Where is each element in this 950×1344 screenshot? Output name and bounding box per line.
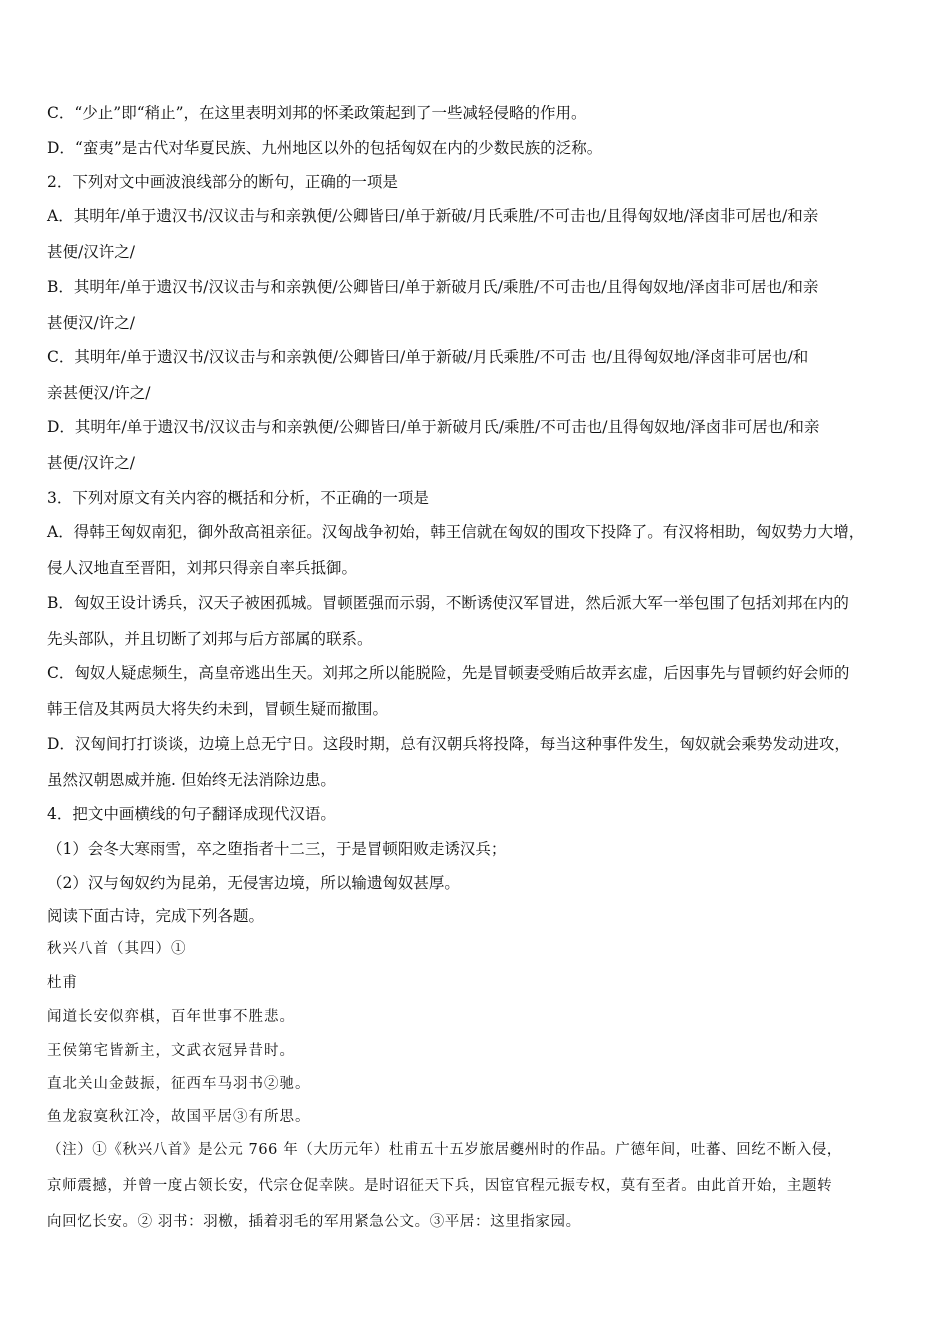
poem-note-line3: 向回忆长安。② 羽书：羽檄，插着羽毛的军用紧急公文。③平居：这里指家园。 xyxy=(47,1214,581,1230)
reading-intro: 阅读下面古诗，完成下列各题。 xyxy=(47,907,265,925)
q2-option-a-line1: A．其明年/单于遗汉书/汉议击与和亲孰便/公卿皆曰/单于新破/月氏乘胜/不可击也/且得匈奴地/泽卤非可居也/和亲 xyxy=(47,207,819,225)
q3-option-d-line2: 虽然汉朝恩威并施. 但始终无法消除边患。 xyxy=(47,771,336,789)
poem-line-3: 直北关山金鼓振，征西车马羽书②驰。 xyxy=(47,1076,311,1092)
q2-option-d-line1: D．其明年/单于遗汉书/汉议击与和亲孰便/公卿皆曰/单于新破月氏/乘胜/不可击也/且得匈奴地/泽卤非可居也/和亲 xyxy=(47,418,820,436)
q4-stem: 4．把文中画横线的句子翻译成现代汉语。 xyxy=(47,805,336,823)
q2-option-a-line2: 甚便/汉许之/ xyxy=(47,243,135,261)
q4-item-2: （2）汉与匈奴约为昆弟，无侵害边境，所以输遗匈奴甚厚。 xyxy=(47,874,460,892)
q1-option-c: C．“少止”即“稍止”，在这里表明刘邦的怀柔政策起到了一些减轻侵略的作用。 xyxy=(47,104,587,122)
q3-option-a-line2: 侵人汉地直至晋阳，刘邦只得亲自率兵抵御。 xyxy=(47,559,358,577)
q2-option-d-line2: 甚便/汉许之/ xyxy=(47,454,135,472)
q3-option-d-line1: D．汉匈间打打谈谈，边境上总无宁日。这段时期，总有汉朝兵将投降，每当这种事件发生，匈奴就会乘势发动进攻， xyxy=(47,735,850,753)
q3-option-b-line2: 先头部队，并且切断了刘邦与后方部属的联系。 xyxy=(47,630,373,648)
poem-line-4: 鱼龙寂寞秋江冷，故国平居③有所思。 xyxy=(47,1109,311,1125)
poem-title: 秋兴八首（其四）① xyxy=(47,941,187,957)
q3-option-c-line1: C．匈奴人疑虑频生，高皇帝逃出生天。刘邦之所以能脱险，先是冒顿妻受贿后故弄玄虚，后因事先与冒顿约好会师的 xyxy=(47,664,850,682)
q3-option-c-line2: 韩王信及其两员大将失约未到，冒顿生疑而撤围。 xyxy=(47,700,389,718)
q2-option-b-line1: B．其明年/单于遗汉书/汉议击与和亲孰便/公卿皆曰/单于新破月氏/乘胜/不可击也/且得匈奴地/泽卤非可居也/和亲 xyxy=(47,278,819,296)
q4-item-1: （1）会冬大寒雨雪，卒之堕指者十二三，于是冒顿阳败走诱汉兵； xyxy=(47,840,507,858)
poem-note-line1: （注）①《秋兴八首》是公元 766 年（大历元年）杜甫五十五岁旅居夔州时的作品。广德年间，吐蕃、回纥不断入侵， xyxy=(47,1142,842,1158)
q3-option-a-line1: A．得韩王匈奴南犯，御外敌高祖亲征。汉匈战争初始，韩王信就在匈奴的围攻下投降了。有汉将相助，匈奴势力大增， xyxy=(47,523,865,541)
poem-line-1: 闻道长安似弈棋，百年世事不胜悲。 xyxy=(47,1009,295,1025)
q2-option-c-line2: 亲甚便汉/许之/ xyxy=(47,384,151,402)
poem-line-2: 王侯第宅皆新主，文武衣冠异昔时。 xyxy=(47,1043,295,1059)
q3-option-b-line1: B．匈奴王设计诱兵，汉天子被困孤城。冒顿匿强而示弱，不断诱使汉军冒进，然后派大军一举包围了包括刘邦在内的 xyxy=(47,594,849,612)
q2-stem: 2．下列对文中画波浪线部分的断句，正确的一项是 xyxy=(47,173,398,191)
poem-author: 杜甫 xyxy=(47,975,78,991)
q2-option-c-line1: C．其明年/单于遗汉书/汉议击与和亲孰便/公卿皆曰/单于新破/月氏乘胜/不可击 也/且得匈奴地/泽卤非可居也/和 xyxy=(47,348,809,366)
q2-option-b-line2: 甚便汉/许之/ xyxy=(47,314,135,332)
poem-note-line2: 京师震撼，并曾一度占领长安，代宗仓促幸陕。是时诏征天下兵，因宦官程元振专权，莫有至者。由此首开始，主题转 xyxy=(47,1178,833,1194)
q1-option-d: D．“蛮夷”是古代对华夏民族、九州地区以外的包括匈奴在内的少数民族的泛称。 xyxy=(47,139,603,157)
q3-stem: 3．下列对原文有关内容的概括和分析，不正确的一项是 xyxy=(47,489,429,507)
